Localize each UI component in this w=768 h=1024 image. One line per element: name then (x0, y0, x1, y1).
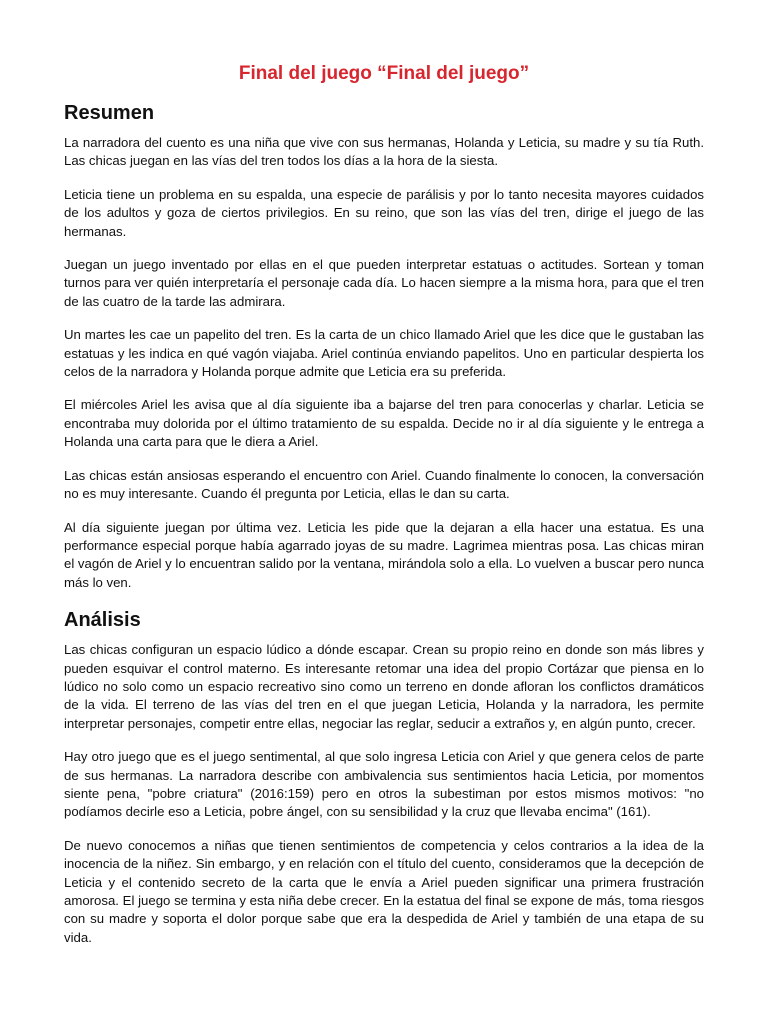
analysis-paragraph: Las chicas configuran un espacio lúdico a dónde escapar. Crean su propio reino en donde son más libres y pueden esquivar el control materno. Es interesante retomar una idea del propio Cortázar que piensa en lo lúdico no solo como un espacio recreativo sino como un terreno en donde afloran los conflictos dramáticos de la vida. El terreno de las vías del tren en el que juegan Leticia, Holanda y la narradora, les permite interpretar personajes, competir entre ellas, negociar las reglar, seducir a extraños y, en algún punto, crecer. (64, 642, 704, 731)
summary-paragraph: Leticia tiene un problema en su espalda, una especie de parálisis y por lo tanto necesita mayores cuidados de los adultos y goza de ciertos privilegios. En su reino, que son las vías del tren, dirige el juego de las hermanas. (64, 186, 704, 239)
summary-paragraph: La narradora del cuento es una niña que vive con sus hermanas, Holanda y Leticia, su madre y su tía Ruth. Las chicas juegan en las vías del tren todos los días a la hora de la siesta. (64, 135, 704, 169)
summary-paragraph: El miércoles Ariel les avisa que al día siguiente iba a bajarse del tren para conocerlas y charlar. Leticia se encontraba muy dolorida por el último tratamiento de su espalda. Decide no ir al día siguiente y le entrega a Holanda una carta para que le diera a Ariel. (64, 397, 704, 450)
analysis-paragraph: Hay otro juego que es el juego sentimental, al que solo ingresa Leticia con Ariel y que genera celos de parte de sus hermanas. La narradora describe con ambivalencia sus sentimientos hacia Leticia, por momentos siente pena, "pobre criatura" (2016:159) pero en otros la subestiman por estos mismos motivos: "no podíamos decirle eso a Leticia, pobre ángel, con su sensibilidad y la cruz que llevaba encima" (161). (64, 749, 704, 820)
document-title: Final del juego “Final del juego” (238, 63, 530, 84)
summary-paragraph: Juegan un juego inventado por ellas en el que pueden interpretar estatuas o actitudes. Sortean y toman turnos para ver quién interpretaría el personaje cada día. Lo hacen siempre a la misma hora, para que el tren de las cuatro de la tarde las admirara. (64, 257, 704, 309)
analysis-section (64, 607, 704, 947)
summary-section (64, 100, 704, 592)
summary-heading: Resumen (64, 102, 155, 124)
summary-paragraph: Un martes les cae un papelito del tren. Es la carta de un chico llamado Ariel que les dice que le gustaban las estatuas y les indica en qué vagón viajaba. Ariel continúa enviando papelitos. Uno en particular despierta los celos de la narradora y Holanda porque admite que Leticia era su preferida. (64, 327, 704, 380)
summary-paragraph: Al día siguiente juegan por última vez. Leticia les pide que la dejaran a ella hacer una estatua. Es una performance especial porque había agarrado joyas de su madre. Lagrimea mientras posa. Las chicas miran el vagón de Ariel y lo encuentran salido por la ventana, mirándola solo a ella. Lo vuelven a buscar pero nunca más lo ven. (64, 519, 705, 590)
analysis-heading: Análisis (64, 609, 141, 632)
summary-paragraph: Las chicas están ansiosas esperando el encuentro con Ariel. Cuando finalmente lo conocen, la conversación no es muy interesante. Cuando él pregunta por Leticia, ellas le dan su carta. (64, 467, 704, 502)
analysis-paragraph: De nuevo conocemos a niñas que tienen sentimientos de competencia y celos contrarios a la idea de la inocencia de la niñez. Sin embargo, y en relación con el título del cuento, consideramos que la decepción de Leticia y el contenido secreto de la carta que le envía a Ariel pueden significar una primera frustración amorosa. El juego se termina y esta niña debe crecer. En la estatua del final se expone de más, toma riesgos con su madre y soporta el dolor porque sabe que era la despedida de Ariel y también de una etapa de su vida. (64, 837, 704, 945)
